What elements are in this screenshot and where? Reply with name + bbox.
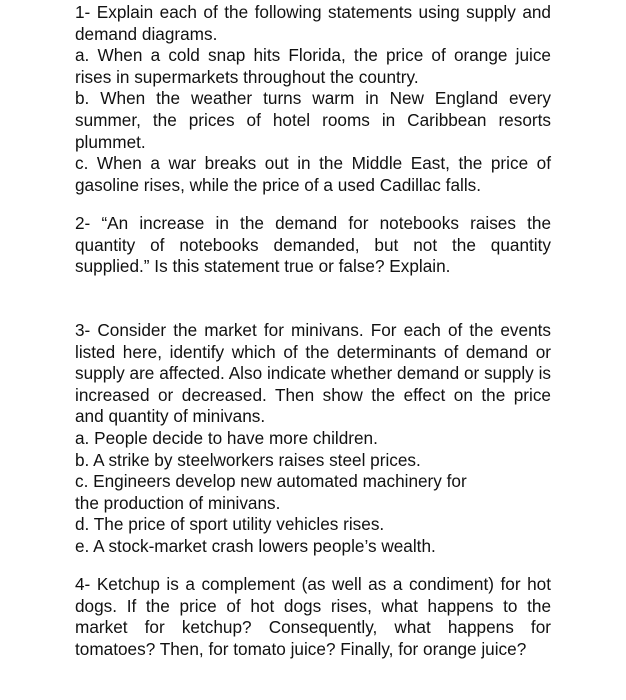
question-1-intro: 1- Explain each of the following statements using supply and demand diagrams. [75, 2, 551, 44]
question-1 [75, 2, 551, 196]
question-4-text: 4- Ketchup is a complement (as well as a condiment) for hot dogs. If the price of hot dogs rises, what happens to the market for ketchup? Consequently, what happens for tomatoes? Then, for tomato juice? Finally, for orange juice? [75, 574, 551, 659]
question-4 [75, 574, 551, 660]
question-3-item-c-line-1: c. Engineers develop new automated machinery for [75, 471, 467, 492]
question-3-item-d: d. The price of sport utility vehicles rises. [75, 514, 385, 535]
question-3 [75, 320, 551, 558]
question-2 [75, 213, 551, 278]
question-3-item-e: e. A stock-market crash lowers people’s wealth. [75, 535, 436, 556]
question-3-item-b: b. A strike by steelworkers raises steel prices. [75, 449, 421, 470]
question-1-item-a: a. When a cold snap hits Florida, the price of orange juice rises in supermarkets throughout the country. [75, 45, 551, 87]
question-3-intro: 3- Consider the market for minivans. For each of the events listed here, identify which of the determinants of demand or supply are affected. Also indicate whether demand or supply is increased or decreased. Then show the effect on the price and quantity of minivans. [75, 320, 551, 427]
question-1-item-b: b. When the weather turns warm in New England every summer, the prices of hotel rooms in Caribbean resorts plummet. [75, 88, 551, 152]
question-1-item-c: c. When a war breaks out in the Middle East, the price of gasoline rises, while the price of a used Cadillac falls. [75, 153, 551, 195]
question-2-text: 2- “An increase in the demand for notebooks raises the quantity of notebooks demanded, but not the quantity supplied.” Is this statement true or false? Explain. [75, 213, 551, 277]
question-3-item-a: a. People decide to have more children. [75, 427, 378, 448]
question-3-item-c-line-2: the production of minivans. [75, 492, 281, 513]
